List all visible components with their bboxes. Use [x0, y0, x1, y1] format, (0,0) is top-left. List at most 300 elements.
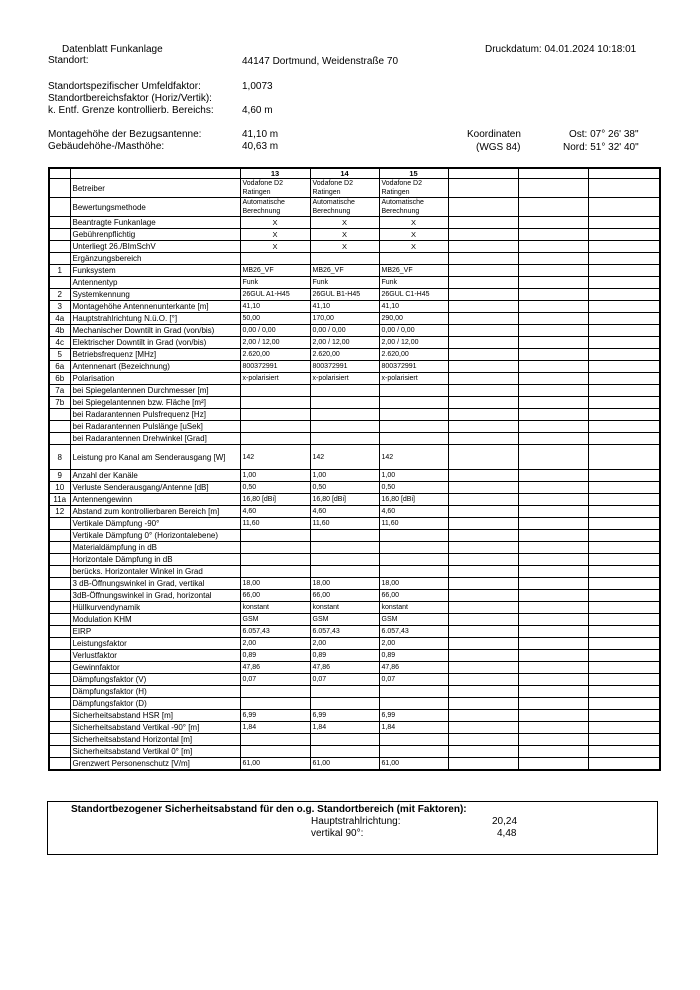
value-cell: 6,99 — [310, 710, 379, 722]
value-cell: 41,10 — [379, 301, 448, 313]
table-row — [49, 674, 660, 686]
row-number: 6a — [49, 361, 70, 373]
value-cell — [588, 530, 660, 542]
table-row — [49, 602, 660, 614]
row-number — [49, 686, 70, 698]
value-cell — [518, 650, 588, 662]
value-cell: 800372991 — [310, 361, 379, 373]
value-cell — [448, 542, 518, 554]
value-cell: MB26_VF — [379, 265, 448, 277]
value-cell — [240, 397, 310, 409]
table-row — [49, 397, 660, 409]
value-cell — [518, 566, 588, 578]
row-label: Hauptstrahlrichtung N.ü.O. [°] — [70, 313, 240, 325]
value-cell: 11,60 — [379, 518, 448, 530]
value-cell: Automatische Berechnung — [310, 198, 379, 217]
row-label: Leistung pro Kanal am Senderausgang [W] — [70, 445, 240, 470]
value-cell — [588, 445, 660, 470]
row-label: bei Radarantennen Drehwinkel [Grad] — [70, 433, 240, 445]
value-cell: 2,00 — [310, 638, 379, 650]
value-cell: GSM — [310, 614, 379, 626]
value-cell: x-polarisiert — [310, 373, 379, 385]
value-cell — [448, 506, 518, 518]
value-cell — [448, 337, 518, 349]
value-cell: 16,80 [dBi] — [310, 494, 379, 506]
value-cell — [588, 518, 660, 530]
row-number — [49, 734, 70, 746]
value-cell: X — [240, 217, 310, 229]
value-cell — [448, 179, 518, 198]
value-cell — [588, 179, 660, 198]
row-label: bei Radarantennen Pulsfrequenz [Hz] — [70, 409, 240, 421]
value-cell — [448, 494, 518, 506]
value-cell: 18,00 — [240, 578, 310, 590]
value-cell — [448, 421, 518, 433]
row-number — [49, 229, 70, 241]
value-cell — [518, 289, 588, 301]
value-cell — [448, 482, 518, 494]
row-number — [49, 626, 70, 638]
table-row — [49, 445, 660, 470]
row-label: berücks. Horizontaler Winkel in Grad — [70, 566, 240, 578]
value-cell: 0,00 / 0,00 — [379, 325, 448, 337]
value-cell: 0,89 — [240, 650, 310, 662]
print-date — [485, 44, 636, 55]
value-cell — [240, 686, 310, 698]
row-label: Unterliegt 26./BImSchV — [70, 241, 240, 253]
value-cell: 50,00 — [240, 313, 310, 325]
value-cell — [588, 241, 660, 253]
value-cell: 41,10 — [310, 301, 379, 313]
row-label: Dämpfungsfaktor (D) — [70, 698, 240, 710]
value-cell — [448, 710, 518, 722]
value-cell — [240, 385, 310, 397]
value-cell: 16,80 [dBi] — [379, 494, 448, 506]
row-label: Gewinnfaktor — [70, 662, 240, 674]
value-cell — [310, 530, 379, 542]
row-number: 1 — [49, 265, 70, 277]
value-cell: 0,50 — [310, 482, 379, 494]
row-label: Polarisation — [70, 373, 240, 385]
value-cell — [448, 409, 518, 421]
value-cell — [448, 470, 518, 482]
value-cell — [588, 710, 660, 722]
row-number — [49, 409, 70, 421]
column-header-row — [49, 168, 660, 179]
value-cell: 4,60 — [310, 506, 379, 518]
value-cell: 1,84 — [310, 722, 379, 734]
row-number — [49, 758, 70, 770]
value-cell: 26GUL A1-H45 — [240, 289, 310, 301]
row-label: Sicherheitsabstand Horizontal [m] — [70, 734, 240, 746]
value-cell — [240, 433, 310, 445]
value-cell: 18,00 — [379, 578, 448, 590]
gebaeude-value: 40,63 m — [242, 141, 279, 152]
value-cell: 800372991 — [240, 361, 310, 373]
value-cell — [518, 397, 588, 409]
value-cell — [518, 470, 588, 482]
row-label: Dämpfungsfaktor (V) — [70, 674, 240, 686]
row-number: 7b — [49, 397, 70, 409]
table-row — [49, 277, 660, 289]
row-number — [49, 542, 70, 554]
row-number — [49, 277, 70, 289]
value-cell: 66,00 — [379, 590, 448, 602]
value-cell — [448, 198, 518, 217]
row-label: Bewertungsmethode — [70, 198, 240, 217]
value-cell — [310, 421, 379, 433]
value-cell — [379, 566, 448, 578]
value-cell: 290,00 — [379, 313, 448, 325]
value-cell: X — [240, 229, 310, 241]
value-cell — [518, 265, 588, 277]
value-cell — [588, 198, 660, 217]
value-cell — [240, 253, 310, 265]
value-cell — [240, 698, 310, 710]
value-cell — [588, 602, 660, 614]
value-cell: 11,60 — [310, 518, 379, 530]
value-cell — [588, 409, 660, 421]
value-cell: 0,00 / 0,00 — [310, 325, 379, 337]
row-label: Grenzwert Personenschutz [V/m] — [70, 758, 240, 770]
value-cell — [588, 373, 660, 385]
row-label: Horizontale Dämpfung in dB — [70, 554, 240, 566]
table-row — [49, 530, 660, 542]
value-cell — [588, 590, 660, 602]
value-cell — [310, 409, 379, 421]
row-number: 4b — [49, 325, 70, 337]
value-cell — [518, 198, 588, 217]
value-cell — [448, 433, 518, 445]
row-number — [49, 602, 70, 614]
value-cell — [379, 409, 448, 421]
table-row — [49, 734, 660, 746]
value-cell: 6.057,43 — [240, 626, 310, 638]
row-label: Systemkennung — [70, 289, 240, 301]
row-number: 3 — [49, 301, 70, 313]
value-cell — [448, 662, 518, 674]
value-cell: 142 — [379, 445, 448, 470]
row-number — [49, 698, 70, 710]
row-number — [49, 614, 70, 626]
value-cell — [588, 566, 660, 578]
summary-vertical-label: vertikal 90°: — [311, 828, 364, 839]
value-cell — [588, 554, 660, 566]
row-number: 7a — [49, 385, 70, 397]
summary-box — [47, 801, 658, 855]
value-cell: X — [310, 217, 379, 229]
table-row — [49, 758, 660, 770]
value-cell: 0,07 — [240, 674, 310, 686]
value-cell: X — [310, 229, 379, 241]
value-cell — [310, 698, 379, 710]
row-label: Leistungsfaktor — [70, 638, 240, 650]
table-row — [49, 289, 660, 301]
value-cell: 1,00 — [310, 470, 379, 482]
value-cell — [379, 385, 448, 397]
value-cell — [518, 638, 588, 650]
row-label: EIRP — [70, 626, 240, 638]
value-cell — [448, 217, 518, 229]
value-cell: 1,84 — [379, 722, 448, 734]
table-row — [49, 650, 660, 662]
value-cell — [588, 421, 660, 433]
table-row — [49, 710, 660, 722]
value-cell — [518, 518, 588, 530]
value-cell — [588, 337, 660, 349]
value-cell: x-polarisiert — [240, 373, 310, 385]
row-label: Funksystem — [70, 265, 240, 277]
value-cell — [379, 686, 448, 698]
value-cell — [448, 241, 518, 253]
value-cell — [518, 409, 588, 421]
value-cell — [588, 674, 660, 686]
summary-vertical-value: 4,48 — [497, 828, 517, 839]
value-cell — [448, 602, 518, 614]
row-number — [49, 578, 70, 590]
standort-value: 44147 Dortmund, Weidenstraße 70 — [242, 56, 399, 67]
value-cell — [588, 650, 660, 662]
table-row — [49, 253, 660, 265]
table-row — [49, 470, 660, 482]
row-number — [49, 198, 70, 217]
value-cell — [518, 337, 588, 349]
value-cell: 61,00 — [310, 758, 379, 770]
value-cell — [588, 289, 660, 301]
value-cell — [518, 373, 588, 385]
value-cell — [518, 734, 588, 746]
table-row — [49, 722, 660, 734]
column-header: 15 — [379, 168, 448, 179]
value-cell — [518, 241, 588, 253]
value-cell: X — [379, 241, 448, 253]
value-cell: Funk — [240, 277, 310, 289]
value-cell — [448, 313, 518, 325]
value-cell: 16,80 [dBi] — [240, 494, 310, 506]
row-label: Vertikale Dämpfung 0° (Horizontalebene) — [70, 530, 240, 542]
row-label: Betreiber — [70, 179, 240, 198]
value-cell — [588, 542, 660, 554]
value-cell — [588, 758, 660, 770]
table-row — [49, 614, 660, 626]
value-cell — [588, 433, 660, 445]
value-cell: 66,00 — [240, 590, 310, 602]
wgs-label: (WGS 84) — [476, 142, 521, 153]
value-cell — [448, 289, 518, 301]
row-label: Materialdämpfung in dB — [70, 542, 240, 554]
value-cell: 2,00 / 12,00 — [310, 337, 379, 349]
table-row — [49, 566, 660, 578]
value-cell — [518, 325, 588, 337]
table-row — [49, 301, 660, 313]
value-cell — [588, 349, 660, 361]
value-cell — [448, 758, 518, 770]
value-cell — [448, 746, 518, 758]
value-cell — [310, 554, 379, 566]
value-cell: 18,00 — [310, 578, 379, 590]
row-label: Antennentyp — [70, 277, 240, 289]
value-cell — [379, 433, 448, 445]
value-cell: MB26_VF — [310, 265, 379, 277]
value-cell: Automatische Berechnung — [240, 198, 310, 217]
value-cell — [310, 746, 379, 758]
row-label: Elektrischer Downtilt in Grad (von/bis) — [70, 337, 240, 349]
row-number — [49, 253, 70, 265]
row-label: Vertikale Dämpfung -90° — [70, 518, 240, 530]
value-cell — [310, 542, 379, 554]
value-cell — [448, 626, 518, 638]
value-cell — [448, 734, 518, 746]
value-cell — [518, 686, 588, 698]
value-cell — [588, 662, 660, 674]
row-label: Hüllkurvendynamik — [70, 602, 240, 614]
row-label: Sicherheitsabstand HSR [m] — [70, 710, 240, 722]
value-cell: X — [310, 241, 379, 253]
value-cell — [518, 542, 588, 554]
gebaeude-label: Gebäudehöhe-/Masthöhe: — [48, 141, 165, 152]
value-cell — [518, 482, 588, 494]
table-row — [49, 626, 660, 638]
row-number: 5 — [49, 349, 70, 361]
value-cell — [448, 385, 518, 397]
value-cell — [588, 313, 660, 325]
value-cell — [588, 361, 660, 373]
row-number — [49, 662, 70, 674]
value-cell — [448, 277, 518, 289]
value-cell — [518, 554, 588, 566]
value-cell — [588, 494, 660, 506]
row-number — [49, 433, 70, 445]
row-number — [49, 179, 70, 198]
value-cell: 2.620,00 — [379, 349, 448, 361]
row-number — [49, 590, 70, 602]
value-cell: 170,00 — [310, 313, 379, 325]
value-cell — [588, 686, 660, 698]
value-cell: 26GUL B1-H45 — [310, 289, 379, 301]
table-row — [49, 421, 660, 433]
value-cell — [448, 578, 518, 590]
column-header — [588, 168, 660, 179]
table-row — [49, 578, 660, 590]
value-cell — [379, 397, 448, 409]
value-cell — [310, 433, 379, 445]
value-cell — [518, 506, 588, 518]
value-cell — [588, 746, 660, 758]
table-row — [49, 373, 660, 385]
row-number: 9 — [49, 470, 70, 482]
table-row — [49, 229, 660, 241]
value-cell — [448, 373, 518, 385]
value-cell — [518, 301, 588, 313]
value-cell — [518, 758, 588, 770]
value-cell: 1,00 — [240, 470, 310, 482]
row-number — [49, 217, 70, 229]
document-title: Datenblatt Funkanlage — [62, 44, 163, 55]
value-cell — [448, 566, 518, 578]
value-cell: 66,00 — [310, 590, 379, 602]
value-cell: Vodafone D2 Ratingen — [240, 179, 310, 198]
print-date-value: 04.01.2024 10:18:01 — [544, 44, 637, 55]
row-number: 4c — [49, 337, 70, 349]
value-cell — [518, 349, 588, 361]
bereich-label: Standortbereichsfaktor (Horiz/Vertik): — [48, 93, 212, 104]
row-label: Antennengewinn — [70, 494, 240, 506]
row-label: Verluste Senderausgang/Antenne [dB] — [70, 482, 240, 494]
table-row — [49, 638, 660, 650]
value-cell — [310, 566, 379, 578]
table-row — [49, 179, 660, 198]
value-cell — [240, 542, 310, 554]
value-cell — [448, 253, 518, 265]
value-cell — [518, 445, 588, 470]
row-label: Abstand zum kontrollierbaren Bereich [m] — [70, 506, 240, 518]
value-cell — [448, 674, 518, 686]
summary-hsr-label: Hauptstrahlrichtung: — [311, 816, 401, 827]
row-label: Antennenart (Bezeichnung) — [70, 361, 240, 373]
value-cell: 11,60 — [240, 518, 310, 530]
value-cell — [588, 506, 660, 518]
value-cell — [240, 746, 310, 758]
table-row — [49, 313, 660, 325]
value-cell: X — [240, 241, 310, 253]
row-number: 2 — [49, 289, 70, 301]
value-cell — [518, 494, 588, 506]
umfeld-value: 1,0073 — [242, 81, 273, 92]
summary-hsr-value: 20,24 — [492, 816, 518, 827]
value-cell — [448, 650, 518, 662]
column-header: 13 — [240, 168, 310, 179]
value-cell — [518, 385, 588, 397]
standort-label: Standort: — [48, 55, 89, 66]
value-cell: 0,07 — [379, 674, 448, 686]
value-cell: Funk — [379, 277, 448, 289]
row-label: Sicherheitsabstand Vertikal 0° [m] — [70, 746, 240, 758]
value-cell — [518, 722, 588, 734]
value-cell — [448, 590, 518, 602]
value-cell — [588, 734, 660, 746]
value-cell — [448, 325, 518, 337]
value-cell — [240, 421, 310, 433]
table-row — [49, 217, 660, 229]
value-cell — [379, 530, 448, 542]
row-label: Gebührenpflichtig — [70, 229, 240, 241]
table-row — [49, 542, 660, 554]
value-cell: Funk — [310, 277, 379, 289]
value-cell — [588, 626, 660, 638]
value-cell: 2,00 — [379, 638, 448, 650]
value-cell — [588, 722, 660, 734]
value-cell — [448, 554, 518, 566]
header-label-cell — [70, 168, 240, 179]
value-cell — [518, 361, 588, 373]
value-cell — [518, 530, 588, 542]
value-cell: 4,60 — [379, 506, 448, 518]
value-cell — [518, 253, 588, 265]
value-cell: 6,99 — [379, 710, 448, 722]
column-header: 14 — [310, 168, 379, 179]
table-row — [49, 518, 660, 530]
value-cell — [518, 710, 588, 722]
value-cell — [310, 686, 379, 698]
table-row — [49, 686, 660, 698]
value-cell: 0,89 — [379, 650, 448, 662]
table-row — [49, 361, 660, 373]
row-number — [49, 518, 70, 530]
value-cell — [518, 217, 588, 229]
table-row — [49, 662, 660, 674]
value-cell — [448, 445, 518, 470]
table-row — [49, 241, 660, 253]
